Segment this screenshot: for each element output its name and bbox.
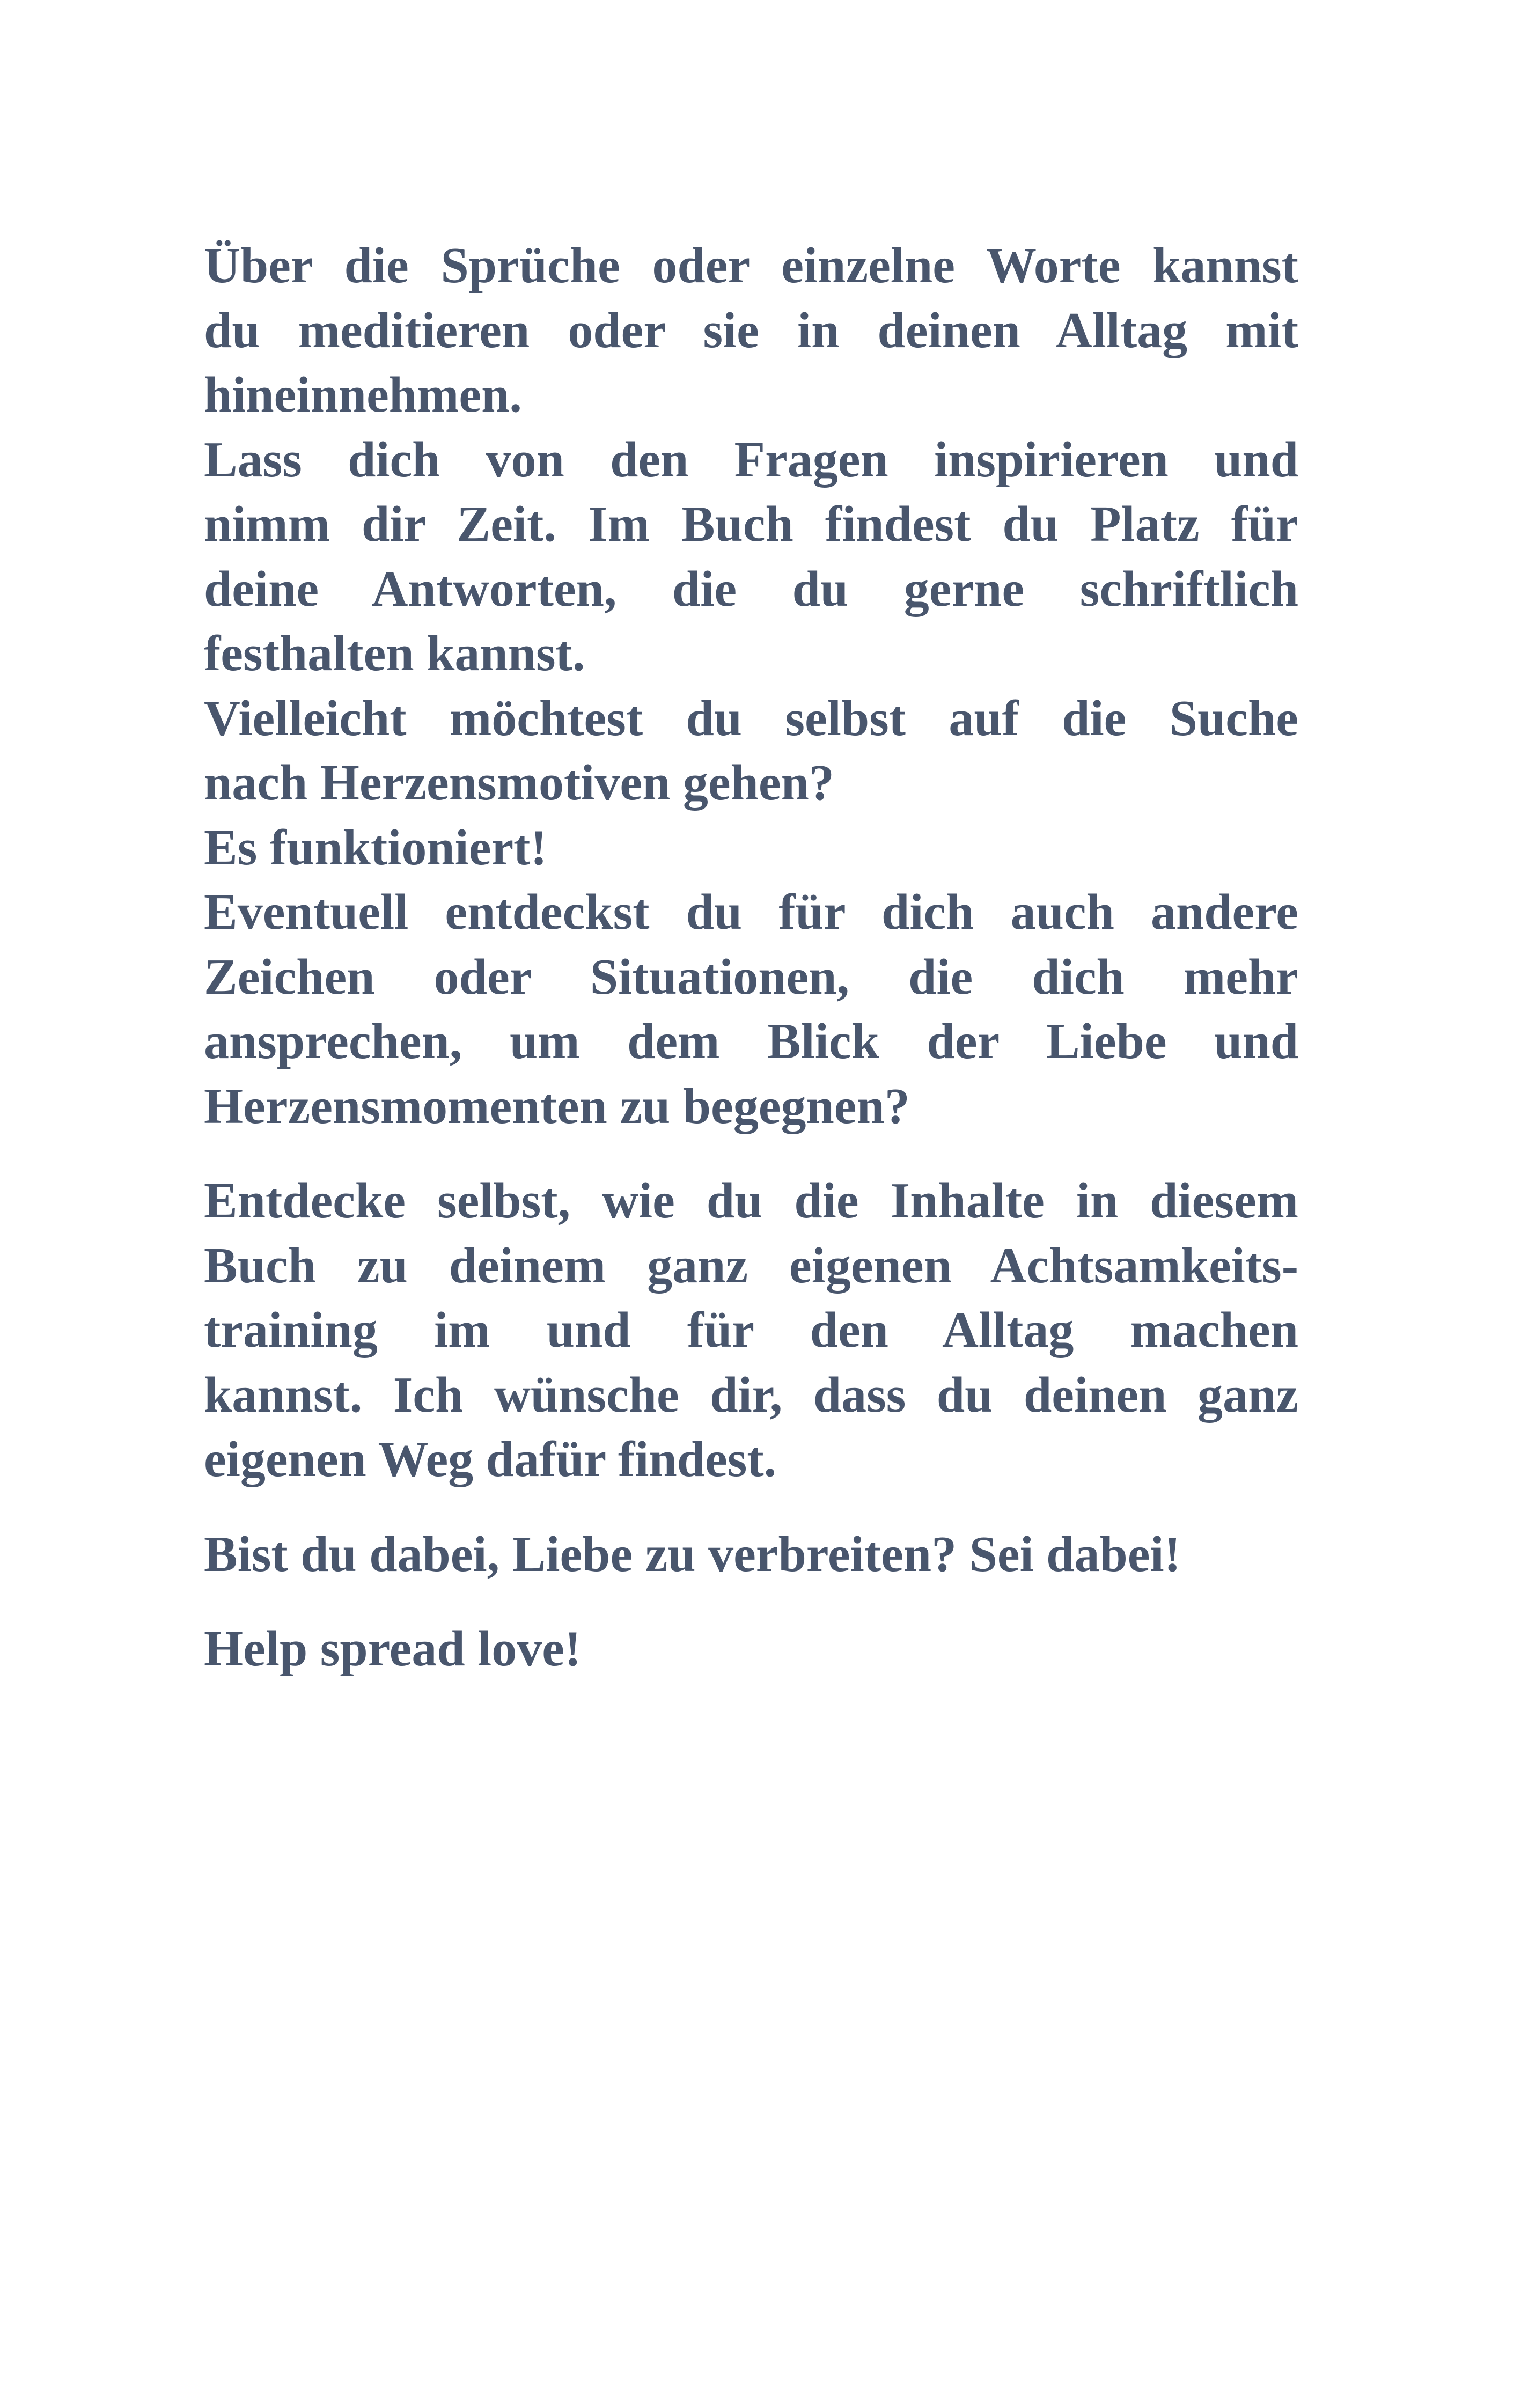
text-line: eigenen Weg dafür findest.: [204, 1431, 777, 1487]
text-line: deine Antworten, die du gerne schriftlich: [204, 561, 1298, 617]
paragraph-gap: [204, 1587, 1298, 1617]
body-text: [204, 233, 1298, 1682]
text-line: Entdecke selbst, wie du die Inhalte in diesem: [204, 1173, 1298, 1229]
paragraph-3: [204, 1522, 1298, 1587]
text-line: Über die Sprüche oder einzelne Worte kannst: [204, 238, 1298, 293]
text-line: Herzensmomenten zu begegnen?: [204, 1078, 910, 1134]
text-line: nimm dir Zeit. Im Buch findest du Platz für: [204, 496, 1298, 552]
text-line: Bist du dabei, Liebe zu verbreiten? Sei dabei!: [204, 1526, 1181, 1582]
text-line: Eventuell entdeckst du für dich auch andere: [204, 884, 1298, 940]
text-line: Buch zu deinem ganz eigenen Achtsamkeits-: [204, 1237, 1298, 1294]
paragraph-4: [204, 1617, 1298, 1682]
text-line: Lass dich von den Fragen inspirieren und: [204, 431, 1298, 488]
text-line: nach Herzensmotiven gehen?: [204, 755, 834, 811]
paragraph-gap: [204, 1492, 1298, 1522]
text-line: Zeichen oder Situationen, die dich mehr: [204, 949, 1298, 1005]
text-line: Vielleicht möchtest du selbst auf die Suche: [204, 690, 1298, 746]
text-line: ansprechen, um dem Blick der Liebe und: [204, 1014, 1298, 1069]
paragraph-1: [204, 233, 1298, 1139]
text-line: festhalten kannst.: [204, 626, 585, 681]
text-line: Help spread love!: [204, 1621, 582, 1677]
text-line: hineinnehmen.: [204, 367, 522, 423]
paragraph-2: [204, 1169, 1298, 1492]
text-line: Es funktioniert!: [204, 819, 547, 876]
text-line: training im und für den Alltag machen: [204, 1302, 1298, 1358]
paragraph-gap: [204, 1139, 1298, 1169]
text-line: kannst. Ich wünsche dir, dass du deinen ganz: [204, 1367, 1298, 1423]
text-line: du meditieren oder sie in deinen Alltag mit: [204, 302, 1298, 358]
